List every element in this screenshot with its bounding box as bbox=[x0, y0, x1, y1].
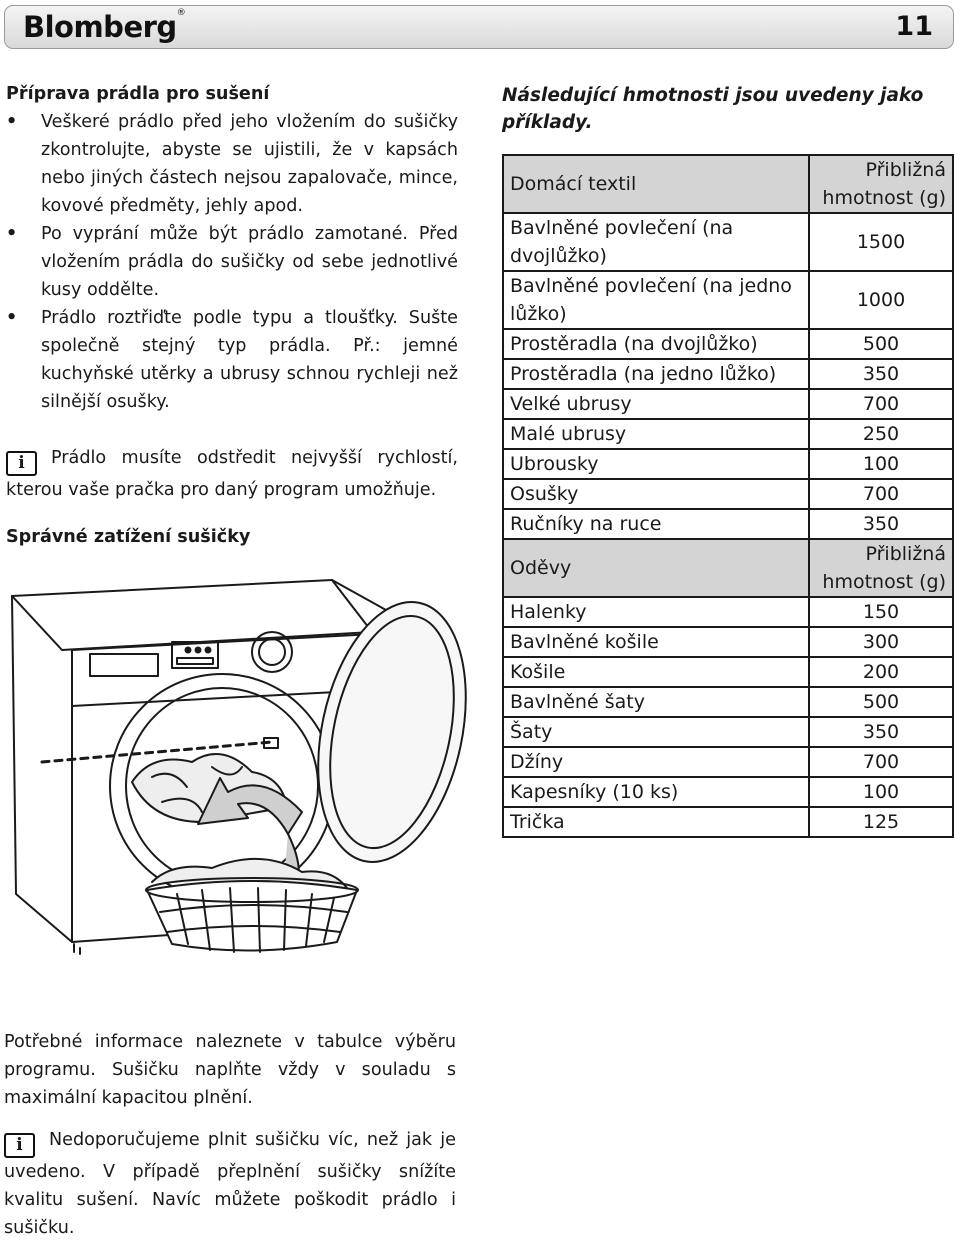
table-cell-item: Kapesníky (10 ks) bbox=[503, 777, 809, 807]
table-row bbox=[503, 597, 953, 627]
table-row bbox=[503, 419, 953, 449]
table-cell-weight: 1000 bbox=[809, 271, 953, 329]
table-cell-item: Ubrousky bbox=[503, 449, 809, 479]
table-row bbox=[503, 329, 953, 359]
capacity-paragraph: Potřebné informace naleznete v tabulce výběru programu. Sušičku naplňte vždy v souladu s maximální kapacitou plnění. bbox=[4, 1032, 456, 1108]
table-cell-item: Velké ubrusy bbox=[503, 389, 809, 419]
info-note-text: Nedoporučujeme plnit sušičku víc, než jak je uvedeno. V případě přeplnění sušičky snížíte kvalitu sušení. Navíc můžete poškodit prádlo i sušičku. bbox=[4, 1130, 456, 1238]
table-cell-item: Osušky bbox=[503, 479, 809, 509]
table-cell-item: Bavlněné košile bbox=[503, 627, 809, 657]
list-item: • Prádlo roztřiďte podle typu a tloušťky. Sušte společně stejný typ prádla. Př.: jemné kuchyňské utěrky a ubrusy schnou rychleji než silnější osušky. bbox=[6, 304, 458, 416]
table-row bbox=[503, 359, 953, 389]
table-row bbox=[503, 657, 953, 687]
table-row bbox=[503, 509, 953, 539]
column-header-weight: Přibližná hmotnost (g) bbox=[809, 155, 953, 213]
table-header-row bbox=[503, 539, 953, 597]
table-cell-item: Džíny bbox=[503, 747, 809, 777]
table-row bbox=[503, 777, 953, 807]
brand-logo: Blomberg® bbox=[23, 8, 186, 44]
table-cell-item: Košile bbox=[503, 657, 809, 687]
info-icon: i bbox=[4, 1133, 35, 1158]
dryer-loading-illustration bbox=[2, 572, 482, 972]
column-header-household: Domácí textil bbox=[503, 155, 809, 213]
table-row bbox=[503, 627, 953, 657]
table-cell-item: Bavlněné povlečení (na jedno lůžko) bbox=[503, 271, 809, 329]
page-header bbox=[4, 5, 954, 49]
table-cell-weight: 200 bbox=[809, 657, 953, 687]
table-cell-weight: 100 bbox=[809, 449, 953, 479]
table-row bbox=[503, 687, 953, 717]
list-item: • Veškeré prádlo před jeho vložením do sušičky zkontrolujte, abyste se ujistili, že v kapsách nebo jiných částech nejsou zapalovače, mince, kovové předměty, jehly apod. bbox=[6, 108, 458, 220]
table-header-row bbox=[503, 155, 953, 213]
section-title-loading: Správné zatížení sušičky bbox=[6, 527, 251, 547]
table-cell-item: Prostěradla (na jedno lůžko) bbox=[503, 359, 809, 389]
weights-table bbox=[502, 154, 954, 838]
table-row bbox=[503, 717, 953, 747]
table-cell-item: Halenky bbox=[503, 597, 809, 627]
table-cell-weight: 300 bbox=[809, 627, 953, 657]
section-title-preparation: Příprava prádla pro sušení bbox=[6, 84, 270, 104]
column-header-clothes: Oděvy bbox=[503, 539, 809, 597]
list-item: • Po vyprání může být prádlo zamotané. Před vložením prádla do sušičky od sebe jednotlivé kusy oddělte. bbox=[6, 220, 458, 304]
table-cell-weight: 100 bbox=[809, 777, 953, 807]
table-cell-weight: 700 bbox=[809, 389, 953, 419]
table-row bbox=[503, 747, 953, 777]
table-row bbox=[503, 271, 953, 329]
weights-table-body bbox=[503, 155, 953, 837]
table-row bbox=[503, 449, 953, 479]
table-heading: Následující hmotnosti jsou uvedeny jako příklady. bbox=[502, 85, 924, 133]
info-icon: i bbox=[6, 451, 37, 476]
preparation-list bbox=[6, 108, 458, 416]
table-cell-item: Ručníky na ruce bbox=[503, 509, 809, 539]
table-cell-weight: 700 bbox=[809, 479, 953, 509]
table-cell-item: Prostěradla (na dvojlůžko) bbox=[503, 329, 809, 359]
table-cell-item: Šaty bbox=[503, 717, 809, 747]
table-cell-weight: 350 bbox=[809, 359, 953, 389]
table-cell-weight: 500 bbox=[809, 329, 953, 359]
table-cell-weight: 1500 bbox=[809, 213, 953, 271]
info-note-text: Prádlo musíte odstředit nejvyšší rychlostí, kterou vaše pračka pro daný program umožňuje. bbox=[6, 448, 458, 500]
table-row bbox=[503, 807, 953, 837]
table-cell-item: Bavlněné povlečení (na dvojlůžko) bbox=[503, 213, 809, 271]
left-column bbox=[6, 80, 458, 416]
column-header-weight: Přibližná hmotnost (g) bbox=[809, 539, 953, 597]
table-cell-item: Malé ubrusy bbox=[503, 419, 809, 449]
page-number: 11 bbox=[895, 11, 933, 42]
table-cell-weight: 250 bbox=[809, 419, 953, 449]
table-cell-weight: 350 bbox=[809, 509, 953, 539]
table-cell-weight: 125 bbox=[809, 807, 953, 837]
table-cell-weight: 350 bbox=[809, 717, 953, 747]
table-cell-weight: 150 bbox=[809, 597, 953, 627]
table-cell-weight: 700 bbox=[809, 747, 953, 777]
info-note-overload bbox=[4, 1126, 456, 1242]
table-row bbox=[503, 213, 953, 271]
table-cell-item: Trička bbox=[503, 807, 809, 837]
info-note-spin bbox=[6, 444, 458, 504]
table-row bbox=[503, 479, 953, 509]
table-cell-weight: 500 bbox=[809, 687, 953, 717]
table-row bbox=[503, 389, 953, 419]
table-cell-item: Bavlněné šaty bbox=[503, 687, 809, 717]
